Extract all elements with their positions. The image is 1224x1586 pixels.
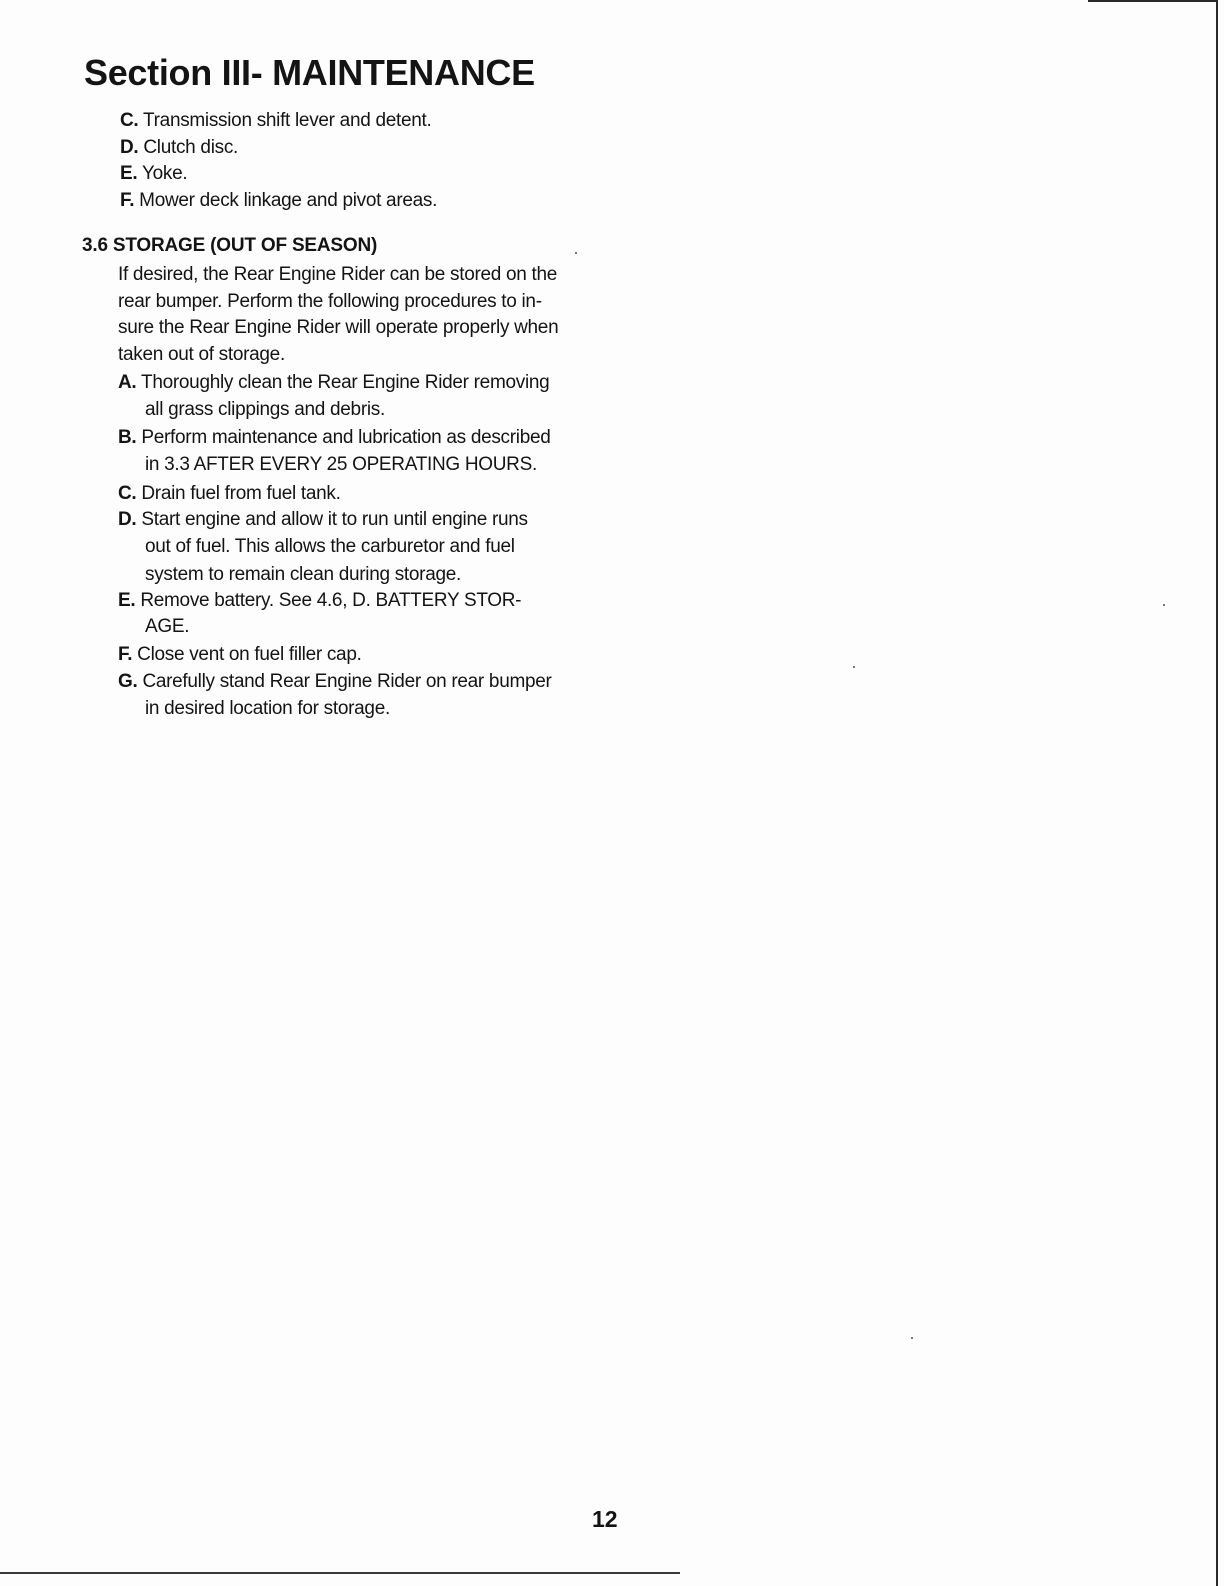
page-edge-bottom <box>0 1572 680 1574</box>
item-text: Mower deck linkage and pivot areas. <box>139 190 438 211</box>
storage-step-f <box>118 642 362 668</box>
step-text: Drain fuel from fuel tank. <box>141 483 341 504</box>
item-text: Transmission shift lever and detent. <box>143 110 432 131</box>
storage-step-d <box>118 507 528 533</box>
scan-speck <box>575 252 577 254</box>
storage-intro-line: taken out of storage. <box>118 344 285 365</box>
step-label: B. <box>118 427 137 448</box>
list-item <box>120 161 187 187</box>
step-label: C. <box>118 483 137 504</box>
storage-heading: 3.6 STORAGE (OUT OF SEASON) <box>82 235 378 256</box>
step-text: Perform maintenance and lubrication as described <box>141 427 551 448</box>
item-label: E. <box>120 163 138 184</box>
step-label: F. <box>118 644 133 665</box>
step-continuation: in desired location for storage. <box>145 698 390 719</box>
scan-speck <box>911 1337 913 1339</box>
step-continuation: in 3.3 AFTER EVERY 25 OPERATING HOURS. <box>145 454 537 475</box>
step-continuation: AGE. <box>145 616 190 637</box>
storage-step-g <box>118 669 552 695</box>
list-item <box>120 108 431 134</box>
item-label: D. <box>120 137 139 158</box>
list-item <box>120 135 238 161</box>
page-number: 12 <box>592 1506 618 1532</box>
step-continuation: out of fuel. This allows the carburetor and fuel <box>145 536 515 557</box>
storage-intro-line: If desired, the Rear Engine Rider can be stored on the <box>118 264 558 285</box>
item-label: C. <box>120 110 139 131</box>
page-edge-top <box>1088 0 1218 2</box>
storage-step-b <box>118 425 551 451</box>
step-text: Carefully stand Rear Engine Rider on rear bumper <box>142 671 552 692</box>
list-item <box>120 188 437 214</box>
step-continuation: all grass clippings and debris. <box>145 399 385 420</box>
step-continuation: system to remain clean during storage. <box>145 564 461 585</box>
storage-step-a <box>118 370 549 396</box>
item-label: F. <box>120 190 135 211</box>
scan-speck <box>853 666 855 668</box>
step-label: D. <box>118 509 137 530</box>
storage-intro-line: sure the Rear Engine Rider will operate properly when <box>118 317 559 338</box>
step-text: Start engine and allow it to run until engine runs <box>141 509 528 530</box>
item-text: Clutch disc. <box>143 137 238 158</box>
step-text: Remove battery. See 4.6, D. BATTERY STOR- <box>140 590 522 611</box>
section-title: Section III- MAINTENANCE <box>84 52 535 93</box>
step-label: G. <box>118 671 138 692</box>
storage-step-e <box>118 588 521 614</box>
item-text: Yoke. <box>142 163 188 184</box>
scan-speck <box>1163 604 1165 606</box>
step-text: Close vent on fuel filler cap. <box>137 644 362 665</box>
storage-intro-line: rear bumper. Perform the following procedures to in- <box>118 291 542 312</box>
step-label: E. <box>118 590 136 611</box>
step-label: A. <box>118 372 137 393</box>
storage-step-c <box>118 481 341 507</box>
step-text: Thoroughly clean the Rear Engine Rider removing <box>141 372 550 393</box>
page-edge <box>1216 0 1218 1586</box>
